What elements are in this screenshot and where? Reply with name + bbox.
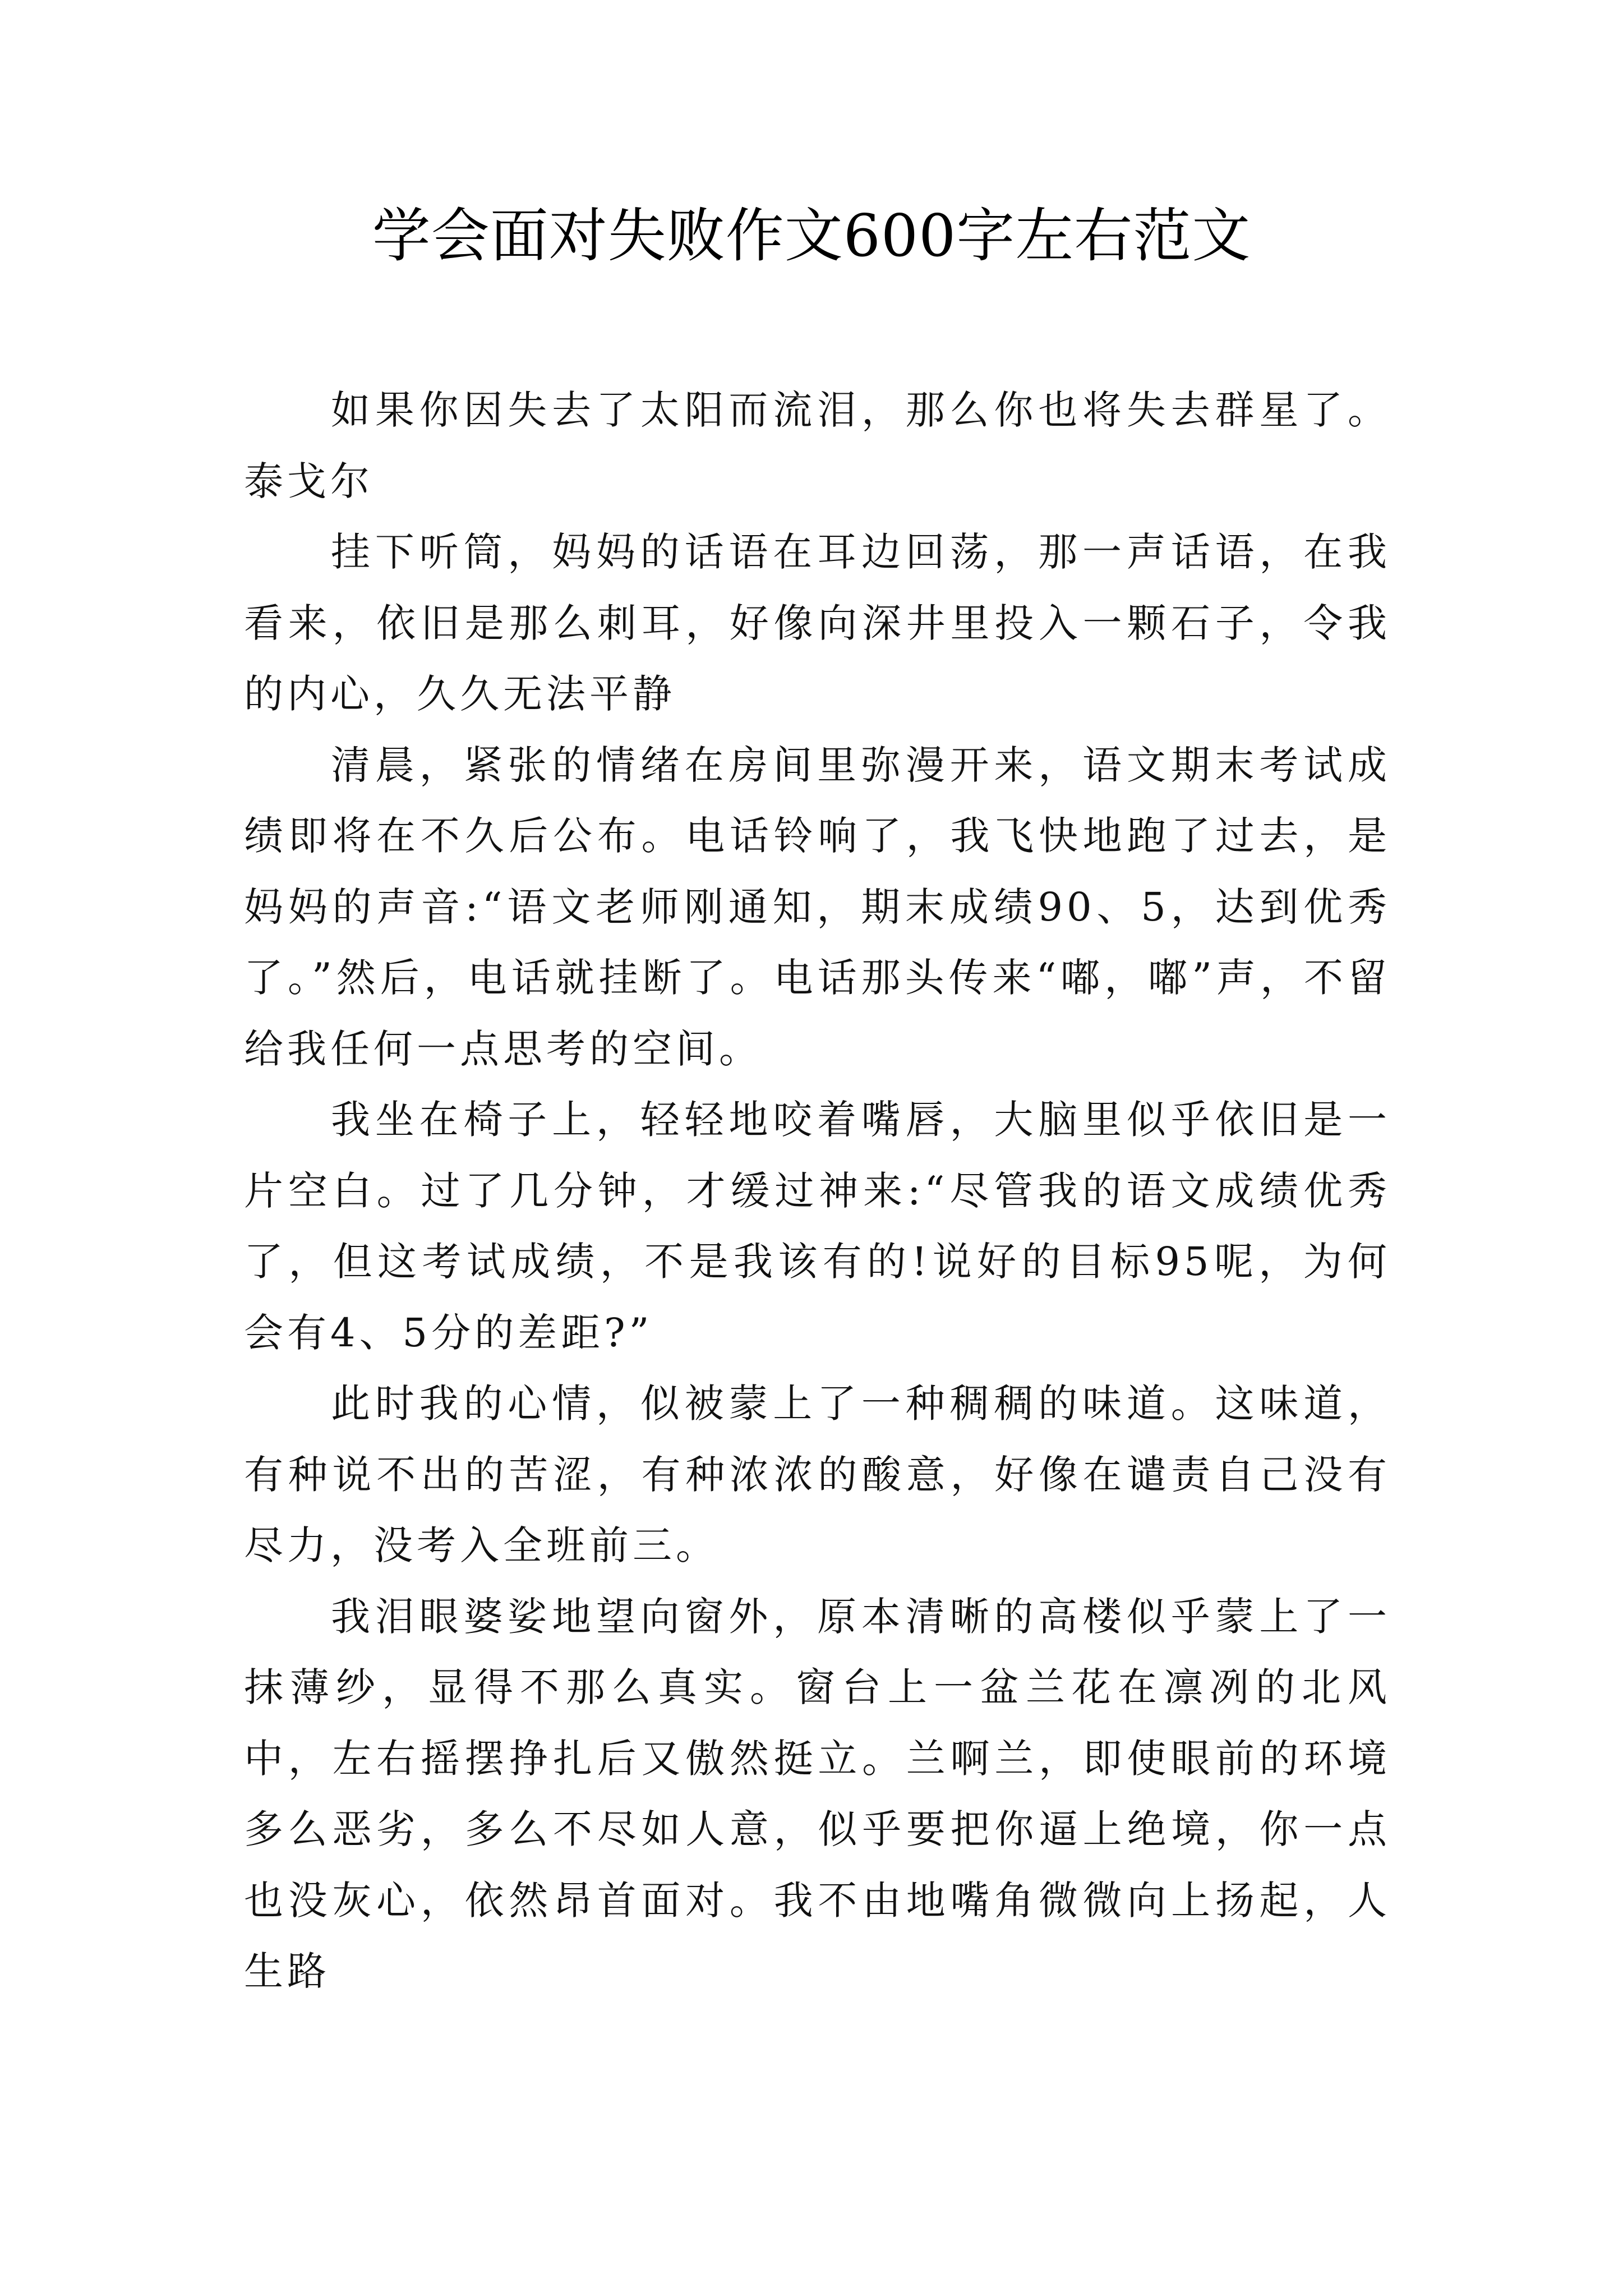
paragraph-1: 挂下听筒，妈妈的话语在耳边回荡，那一声话语，在我看来，依旧是那么刺耳，好像向深井里投入一颗石子，令我的内心，久久无法平静 [244, 529, 1391, 717]
paragraph-epigraph: 如果你因失去了太阳而流泪，那么你也将失去群星了。泰戈尔 [244, 387, 1391, 504]
paragraph-4: 此时我的心情，似被蒙上了一种稠稠的味道。这味道，有种说不出的苦涩，有种浓浓的酸意，好像在谴责自己没有尽力，没考入全班前三。 [244, 1381, 1391, 1568]
paragraph-3: 我坐在椅子上，轻轻地咬着嘴唇，大脑里似乎依旧是一片空白。过了几分钟，才缓过神来:“尽管我的语文成绩优秀了，但这考试成绩，不是我该有的!说好的目标95呢，为何会有4、5分的差距?” [244, 1097, 1391, 1356]
document-title: 学会面对失败作文600字左右范文 [372, 201, 1251, 270]
paragraph-2: 清晨，紧张的情绪在房间里弥漫开来，语文期末考试成绩即将在不久后公布。电话铃响了，我飞快地跑了过去，是妈妈的声音:“语文老师刚通知，期末成绩90、5，达到优秀了。”然后，电话就挂断了。电话那头传来“嘟，嘟”声，不留给我任何一点思考的空间。 [244, 742, 1391, 1072]
document-body [244, 375, 1391, 2007]
paragraph-5: 我泪眼婆娑地望向窗外，原本清晰的高楼似乎蒙上了一抹薄纱，显得不那么真实。窗台上一盆兰花在凛冽的北风中，左右摇摆挣扎后又傲然挺立。兰啊兰，即使眼前的环境多么恶劣，多么不尽如人意，似乎要把你逼上绝境，你一点也没灰心，依然昂首面对。我不由地嘴角微微向上扬起，人生路 [244, 1593, 1391, 1994]
